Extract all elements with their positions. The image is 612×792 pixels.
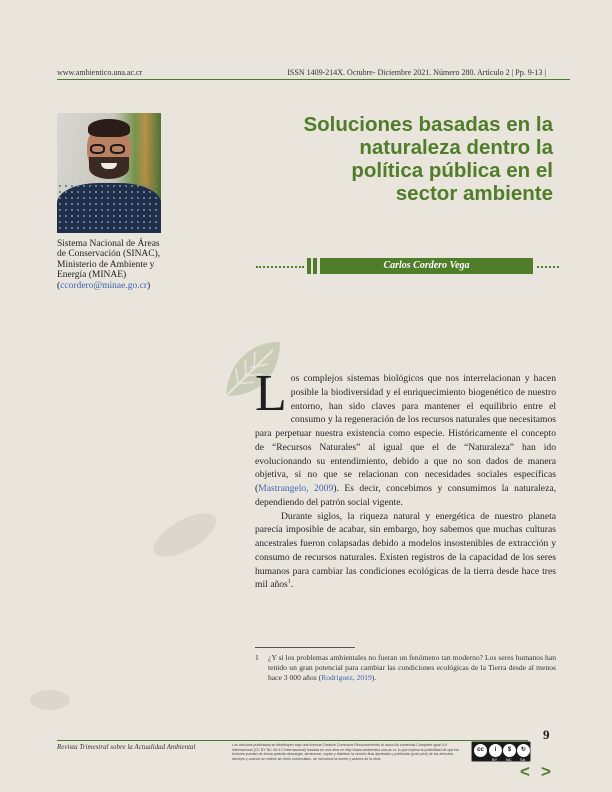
paragraph-2 xyxy=(255,510,556,593)
nc-icon: $ xyxy=(503,744,516,757)
paragraph-2-end: . xyxy=(290,579,294,591)
header-issn: ISSN 1409-214X. Octubre- Diciembre 2021. Número 280. Artículo 2 | Pp. 9-13 | xyxy=(287,68,546,77)
footer-divider xyxy=(57,740,528,741)
affiliation-close: ) xyxy=(147,280,151,291)
cc-icon: cc xyxy=(474,744,487,757)
page-number: 9 xyxy=(543,727,550,742)
citation-link[interactable]: Mastrangelo, 2009 xyxy=(258,483,334,494)
author-bar-stripe xyxy=(307,258,311,274)
author-affiliation xyxy=(57,239,165,291)
author-name: Carlos Cordero Vega xyxy=(320,258,533,274)
paragraph-1 xyxy=(255,365,556,510)
previous-page-button[interactable]: < xyxy=(520,762,530,781)
background-texture xyxy=(30,690,70,710)
journal-name: Revista Trimestral sobre la Actualidad Ambiental xyxy=(57,743,196,751)
affiliation-text: Sistema Nacional de Áreas de Conservación (SINAC), Ministerio de Ambiente y Energía (MINAE) ( xyxy=(57,239,161,291)
background-texture xyxy=(147,505,223,566)
footnote-citation-link[interactable]: Rodríguez, 2019 xyxy=(321,673,372,683)
cc-label-by: BY xyxy=(492,757,498,762)
footnote-text xyxy=(268,653,556,684)
paragraph-2-text: Durante siglos, la riqueza natural y energética de nuestro planeta parecía imposible de acabar, sin embargo, hoy sabemos que muchas culturas ancestrales fueron colapsadas debido a modelos insostenibles de extracción y consumo de recursos naturales. Existen registros de la capacidad de los seres humanos para cambiar las condiciones ecológicas de la tierra desde hace tres mil años xyxy=(255,510,556,591)
author-bar-dots-right xyxy=(537,266,559,268)
footnote-text-start: ¿Y si los problemas ambientales no fueran un fenómeno tan moderno? Los seres humanos han tenido un gran potencial para cambiar las condiciones ecológicas de la Tierra desde al menos hace 3 000 años ( xyxy=(268,653,556,683)
cc-license-badge[interactable] xyxy=(471,741,531,762)
cc-label-nc: NC xyxy=(506,757,512,762)
license-text: Los artículos publicados se distribuyen bajo una licencia Creative Commons Reconocimiento al autor-No comercial-Compartir igual 4.0 Internacional (CC BY NC SA 4.0 Internacional) basada en una obra en http://www.ambientico.una.ac.cr, lo que implica la posibilidad de que los lectores puedan de forma gratuita descargar, almacenar, copiar y distribuir la versión final aprobada y publicada (post print) de los artículos, siempre y cuando se realice sin fines comerciales, se mencione la fuente y autoría de la obra. xyxy=(232,743,460,761)
author-bar-stripe xyxy=(313,258,317,274)
article-body xyxy=(255,365,556,592)
sa-icon: ↻ xyxy=(517,744,530,757)
paragraph-1-text: os complejos sistemas biológicos que nos interrelacionan y hacen posible la biodiversidad y el enriquecimiento biogenético de nuestro entorno, han sido claves para mantener el equilibrio entre el consumo y la regeneración de los recursos naturales que necesitamos para perpetuar nuestra existencia como especie. Históricamente el concepto de “Recursos Naturales” al igual que el de “Naturaleza” han ido evolucionando su entendimiento, debido a que no son dados de manera objetiva, si no que se relacionan con necesidades sociales específicas ( xyxy=(255,373,556,494)
author-bar-dots-left xyxy=(256,266,304,268)
next-page-button[interactable]: > xyxy=(541,762,551,781)
footnote-number: 1 xyxy=(255,653,259,662)
drop-cap: L xyxy=(255,365,287,422)
article-title: Soluciones basadas en la naturaleza dentro la política pública en el sector ambiente xyxy=(303,113,553,205)
author-email-link[interactable]: ccordero@minae.go.cr xyxy=(60,280,147,291)
footnote-ref[interactable]: 1 xyxy=(287,579,291,586)
paragraph-1-text-end: ). Es decir, concebimos y consumimos la naturaleza, dependiendo del patrón social vigente. xyxy=(255,483,556,508)
header-divider xyxy=(57,79,570,80)
author-photo xyxy=(57,113,161,233)
footnote xyxy=(255,653,556,684)
by-icon: i xyxy=(489,744,502,757)
footnote-divider xyxy=(255,647,355,648)
footnote-text-end: ). xyxy=(371,673,377,683)
cc-label-sa: SA xyxy=(520,757,526,762)
header-url[interactable]: www.ambientico.una.ac.cr xyxy=(57,68,143,77)
